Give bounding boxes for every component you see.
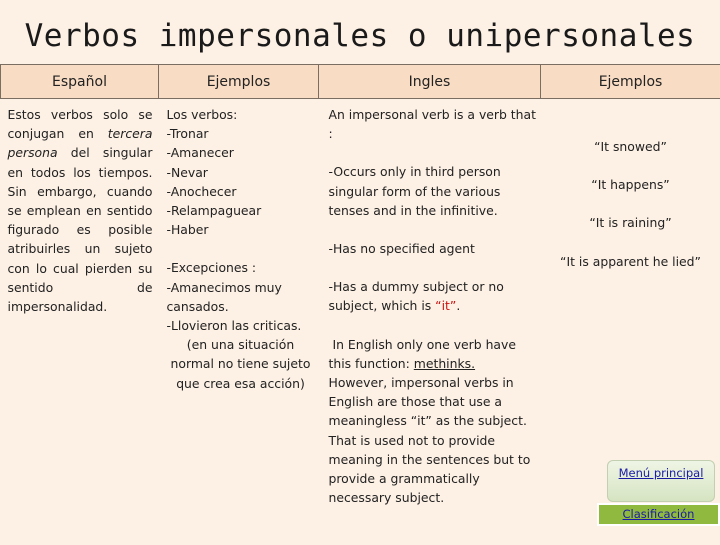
header-ingles: Ingles: [319, 65, 541, 99]
ingles-cell: [319, 99, 541, 545]
main-menu-link[interactable]: Menú principal: [619, 466, 704, 480]
ingles-point-3: -Has a dummy subject or no subject, which is “it”.: [329, 277, 537, 315]
header-espanol: Español: [1, 65, 159, 99]
verb-item: -Relampaguear: [167, 201, 315, 220]
page-title: Verbos impersonales o unipersonales: [0, 18, 720, 54]
espanol-cell: [1, 99, 159, 545]
ingles-point-1: -Occurs only in third person singular form of the various tenses and in the infinitive.: [329, 162, 537, 220]
english-example: “It happens”: [541, 175, 720, 194]
verbs-heading: Los verbos:: [167, 105, 315, 124]
main-menu-button[interactable]: [607, 460, 715, 502]
header-ejemplos-es: Ejemplos: [159, 65, 319, 99]
exception-item: -Llovieron las criticas.: [167, 316, 315, 335]
exception-item: -Amanecimos muy cansados.: [167, 278, 315, 316]
verb-item: -Amanecer: [167, 143, 315, 162]
espanol-paragraph: [8, 105, 153, 316]
ejemplos-es-cell: [159, 99, 319, 545]
exception-note: (en una situación normal no tiene sujeto que crea esa acción): [167, 335, 315, 393]
espanol-text-c: del singular en todos los tiempos. Sin embargo, cuando se emplean en sentido figurado es posible atribuirles un sujeto con lo cual pierden su sentido de impersonalidad.: [8, 145, 153, 314]
espanol-text-italic: tercera persona: [8, 126, 153, 160]
classification-link[interactable]: Clasificación: [623, 507, 695, 521]
ingles-point-4: In English only one verb have this function: methinks. However, impersonal verbs in English are those that use a meaningless “it” as the subject. That is used not to provide meaning in the sentences but to provide a grammatically necessary subject.: [329, 335, 537, 508]
ingles-intro: An impersonal verb is a verb that :: [329, 105, 537, 143]
english-example: “It is raining”: [541, 213, 720, 232]
verb-item: -Anochecer: [167, 182, 315, 201]
exceptions-heading: -Excepciones :: [167, 258, 315, 277]
classification-button[interactable]: [597, 503, 720, 526]
header-ejemplos-en: Ejemplos: [541, 65, 720, 99]
verb-item: -Nevar: [167, 163, 315, 182]
ingles-point-2: -Has no specified agent: [329, 239, 537, 258]
methinks-underline: methinks.: [414, 356, 475, 371]
espanol-text-a: Estos verbos solo se conjugan en: [8, 107, 153, 141]
english-example: “It snowed”: [541, 137, 720, 156]
english-example: “It is apparent he lied”: [541, 252, 720, 271]
verb-item: -Haber: [167, 220, 315, 239]
it-highlight: “it”: [435, 298, 456, 313]
verb-item: -Tronar: [167, 124, 315, 143]
